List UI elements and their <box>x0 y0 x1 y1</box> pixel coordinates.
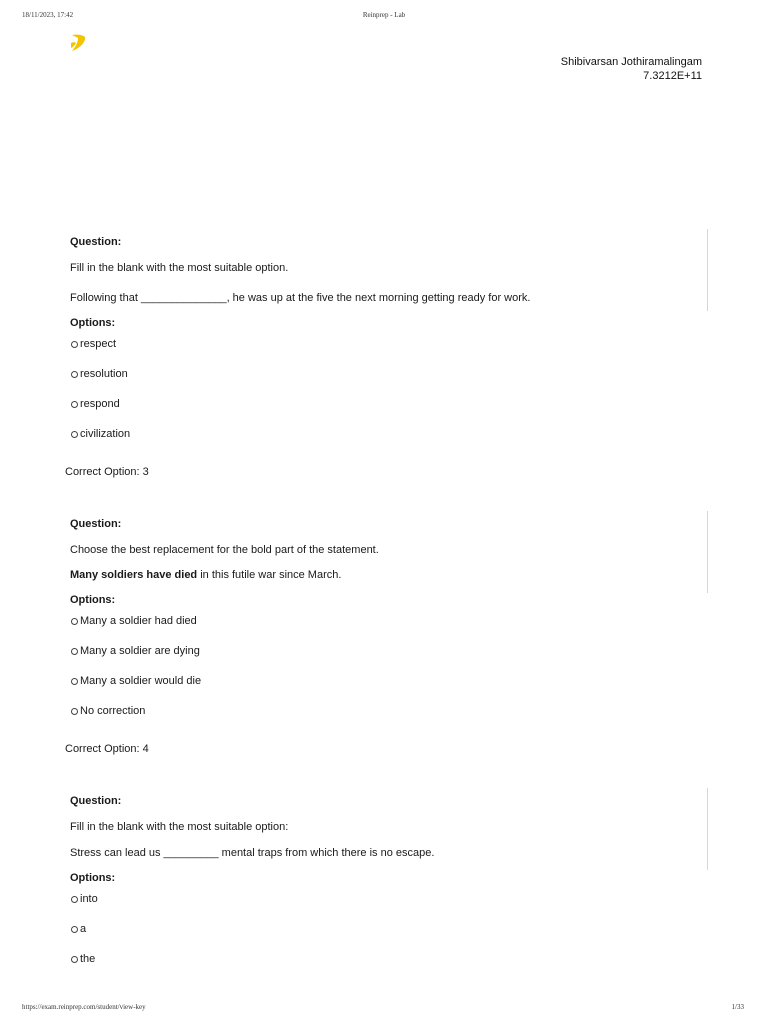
radio-icon[interactable] <box>71 896 78 903</box>
question-label: Question: <box>70 236 122 248</box>
option-item[interactable] <box>70 337 708 351</box>
option-item[interactable] <box>70 367 708 381</box>
option-label: a <box>80 923 87 935</box>
option-label: resolution <box>80 368 128 380</box>
radio-icon[interactable] <box>71 401 78 408</box>
option-label: No correction <box>80 705 146 717</box>
statement-rest: in this futile war since March. <box>197 569 342 581</box>
print-url: https://exam.reinprep.com/student/view-key <box>22 1003 146 1011</box>
correct-option: Correct Option: 3 <box>65 466 149 478</box>
option-label: into <box>80 893 98 905</box>
radio-icon[interactable] <box>71 708 78 715</box>
options-label: Options: <box>70 317 116 329</box>
option-item[interactable] <box>70 397 708 411</box>
question-block-1 <box>64 235 708 479</box>
radio-icon[interactable] <box>71 926 78 933</box>
option-label: respect <box>80 338 117 350</box>
reinprep-logo-icon <box>68 32 88 54</box>
radio-icon[interactable] <box>71 956 78 963</box>
question-statement <box>70 568 708 582</box>
question-instruction: Fill in the blank with the most suitable option: <box>70 821 289 833</box>
options-label: Options: <box>70 594 116 606</box>
option-label: Many a soldier would die <box>80 675 202 687</box>
print-page-number: 1/33 <box>731 1003 744 1011</box>
user-id: 7.3212E+11 <box>643 70 702 82</box>
radio-icon[interactable] <box>71 431 78 438</box>
user-info <box>561 55 702 83</box>
option-item[interactable] <box>70 427 708 441</box>
radio-icon[interactable] <box>71 618 78 625</box>
question-instruction: Fill in the blank with the most suitable option. <box>70 262 289 274</box>
question-block-2 <box>64 517 708 756</box>
question-instruction: Choose the best replacement for the bold part of the statement. <box>70 544 379 556</box>
question-label: Question: <box>70 795 122 807</box>
radio-icon[interactable] <box>71 678 78 685</box>
question-block-3 <box>64 794 708 966</box>
question-panel <box>64 794 708 860</box>
radio-icon[interactable] <box>71 371 78 378</box>
radio-icon[interactable] <box>71 648 78 655</box>
option-item[interactable] <box>70 892 708 906</box>
question-statement: Following that ______________, he was up at the five the next morning getting ready for work. <box>70 292 531 304</box>
option-item[interactable] <box>70 674 708 688</box>
question-panel <box>64 235 708 305</box>
option-label: respond <box>80 398 120 410</box>
option-item[interactable] <box>70 704 708 718</box>
question-panel <box>64 517 708 582</box>
radio-icon[interactable] <box>71 341 78 348</box>
question-label: Question: <box>70 518 122 530</box>
question-statement: Stress can lead us _________ mental traps from which there is no escape. <box>70 847 435 859</box>
statement-bold-part: Many soldiers have died <box>70 569 198 581</box>
option-label: civilization <box>80 428 131 440</box>
user-name: Shibivarsan Jothiramalingam <box>560 56 702 68</box>
option-item[interactable] <box>70 614 708 628</box>
option-item[interactable] <box>70 952 708 966</box>
options-label: Options: <box>70 872 116 884</box>
option-item[interactable] <box>70 644 708 658</box>
print-datetime: 18/11/2023, 17:42 <box>22 11 74 19</box>
print-page-title: Reinprep - Lab <box>362 11 406 19</box>
option-item[interactable] <box>70 922 708 936</box>
option-label: the <box>80 953 96 965</box>
option-label: Many a soldier are dying <box>80 645 200 657</box>
correct-option: Correct Option: 4 <box>65 743 149 755</box>
option-label: Many a soldier had died <box>80 615 197 627</box>
